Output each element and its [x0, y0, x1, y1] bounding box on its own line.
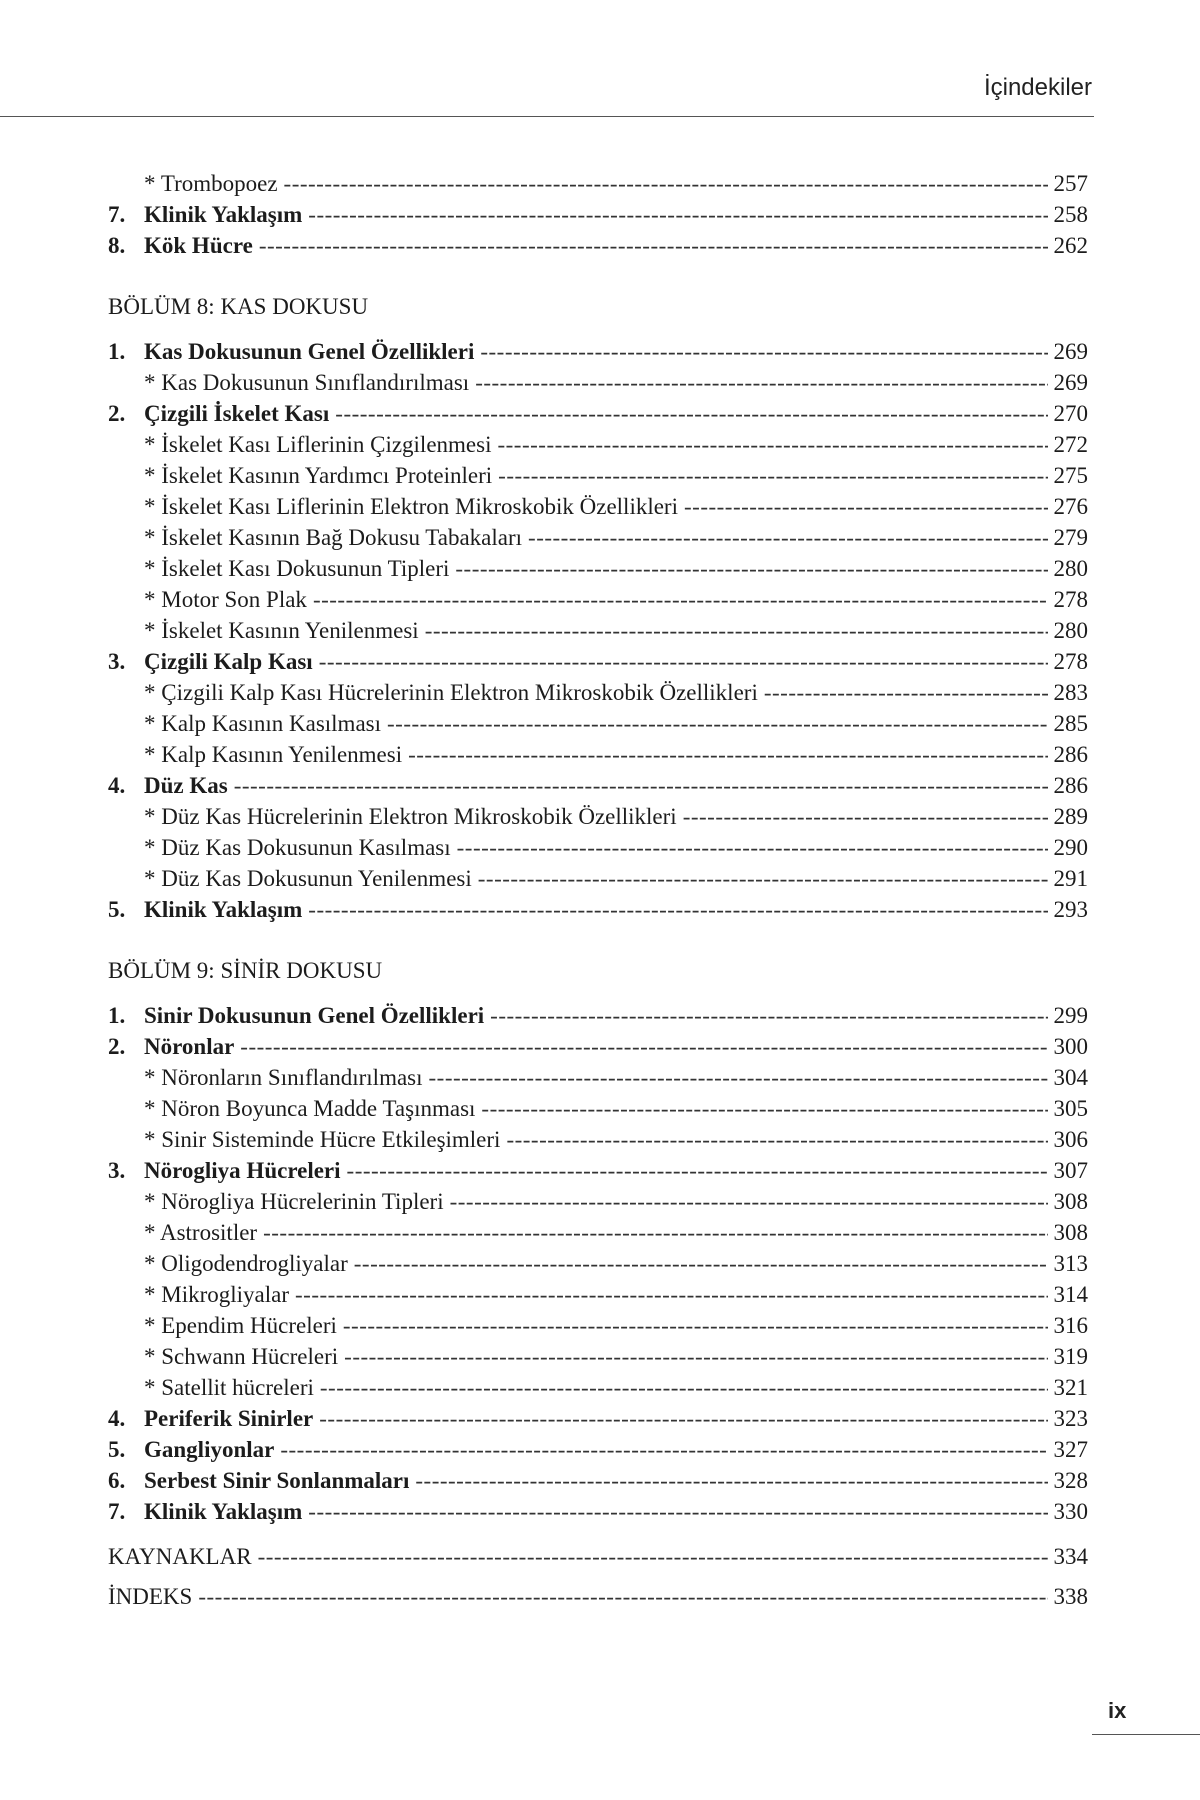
- toc-entry-title: Nöronlar: [144, 1034, 235, 1059]
- toc-entry-title: * Nörogliya Hücrelerinin Tipleri: [144, 1189, 444, 1214]
- toc-entry: [108, 553, 1088, 584]
- toc-entry: [108, 739, 1088, 770]
- toc-entry: [108, 677, 1088, 708]
- toc-entry-page: 286: [1053, 742, 1088, 767]
- toc-entry: [108, 1434, 1088, 1465]
- toc-entry-title: * Motor Son Plak: [144, 587, 307, 612]
- toc-entry-page: 306: [1053, 1127, 1088, 1152]
- toc-entry-page: 286: [1053, 773, 1088, 798]
- toc-entry-page: 300: [1053, 1034, 1088, 1059]
- toc-dot-leader: [319, 646, 1048, 677]
- backmatter-gap: [108, 1527, 1088, 1541]
- toc-entry: [108, 1062, 1088, 1093]
- toc-entry: [108, 230, 1088, 261]
- toc-entry-title: Periferik Sinirler: [144, 1406, 314, 1431]
- toc-entry-title: * İskelet Kası Liflerinin Elektron Mikroskobik Özellikleri: [144, 494, 678, 519]
- toc-dot-leader: [234, 770, 1048, 801]
- toc-entry-title: * Düz Kas Hücrelerinin Elektron Mikroskobik Özellikleri: [144, 804, 677, 829]
- toc-entry: [108, 1541, 1088, 1572]
- toc-entry-page: 289: [1053, 804, 1088, 829]
- toc-entry: [108, 1465, 1088, 1496]
- toc-entry: [108, 168, 1088, 199]
- toc-entry-page: 269: [1053, 339, 1088, 364]
- toc-entry-title: * Oligodendrogliyalar: [144, 1251, 348, 1276]
- toc-dot-leader: [528, 522, 1047, 553]
- toc-entry-title: * Mikrogliyalar: [144, 1282, 289, 1307]
- toc-dot-leader: [240, 1031, 1047, 1062]
- toc-dot-leader: [319, 1403, 1047, 1434]
- toc-entry-number: 3.: [108, 1158, 126, 1183]
- toc-entry-page: 276: [1053, 494, 1088, 519]
- toc-dot-leader: [320, 1372, 1048, 1403]
- toc-entry: [108, 491, 1088, 522]
- toc-entry: [108, 1310, 1088, 1341]
- toc-entry-number: 1.: [108, 1003, 126, 1028]
- toc-dot-leader: [408, 739, 1047, 770]
- toc-entry-page: 269: [1053, 370, 1088, 395]
- toc-entry-page: 330: [1053, 1499, 1088, 1524]
- toc-entry-title: Nörogliya Hücreleri: [144, 1158, 341, 1183]
- running-header-title: İçindekiler: [983, 74, 1092, 101]
- toc-entry-number: 2.: [108, 401, 126, 426]
- toc-entry: [108, 398, 1088, 429]
- toc-dot-leader: [480, 336, 1047, 367]
- toc-entry-page: 308: [1053, 1189, 1088, 1214]
- toc-entry-number: 6.: [108, 1468, 126, 1493]
- toc-entry: [108, 522, 1088, 553]
- chapter-9-entries: [108, 1000, 1088, 1527]
- toc-entry: [108, 584, 1088, 615]
- toc-entry-title: Sinir Dokusunun Genel Özellikleri: [144, 1003, 485, 1028]
- toc-dot-leader: [313, 584, 1048, 615]
- toc-entry-title: * İskelet Kası Liflerinin Çizgilenmesi: [144, 432, 492, 457]
- toc-entry-page: 314: [1053, 1282, 1088, 1307]
- toc-dot-leader: [457, 832, 1048, 863]
- toc-dot-leader: [498, 460, 1047, 491]
- toc-dot-leader: [683, 801, 1048, 832]
- toc-entry-title: * Sinir Sisteminde Hücre Etkileşimleri: [144, 1127, 501, 1152]
- toc-entry: [108, 1000, 1088, 1031]
- toc-entry-title: Klinik Yaklaşım: [144, 202, 303, 227]
- toc-entry-page: 319: [1053, 1344, 1088, 1369]
- toc-entry-page: 275: [1053, 463, 1088, 488]
- toc-entry-page: 327: [1053, 1437, 1088, 1462]
- toc-dot-leader: [478, 863, 1048, 894]
- toc-dot-leader: [506, 1124, 1047, 1155]
- toc-dot-leader: [497, 429, 1047, 460]
- toc-entry-title: * İskelet Kasının Yenilenmesi: [144, 618, 419, 643]
- toc-entry-title: * İskelet Kasının Bağ Dokusu Tabakaları: [144, 525, 523, 550]
- toc-entry-page: 283: [1053, 680, 1088, 705]
- toc-entry: [108, 894, 1088, 925]
- toc-entry-title: * Ependim Hücreleri: [144, 1313, 337, 1338]
- footer-rule: [1092, 1734, 1200, 1735]
- toc-entry: [108, 1341, 1088, 1372]
- toc-entry: [108, 460, 1088, 491]
- toc-entry-title: * Çizgili Kalp Kası Hücrelerinin Elektron Mikroskobik Özellikleri: [144, 680, 758, 705]
- toc-entry-page: 258: [1053, 202, 1088, 227]
- toc-entry-title: Kas Dokusunun Genel Özellikleri: [144, 339, 475, 364]
- toc-entry-page: 272: [1053, 432, 1088, 457]
- toc-dot-leader: [429, 1062, 1048, 1093]
- toc-entry-title: * İskelet Kası Dokusunun Tipleri: [144, 556, 450, 581]
- toc-dot-leader: [387, 708, 1048, 739]
- toc-entry: [108, 1217, 1088, 1248]
- toc-entry-title: KAYNAKLAR: [108, 1544, 252, 1569]
- toc-entry-page: 278: [1053, 587, 1088, 612]
- toc-entry-page: 308: [1053, 1220, 1088, 1245]
- toc-entry-page: 262: [1053, 233, 1088, 258]
- toc-entry-title: * Kalp Kasının Kasılması: [144, 711, 381, 736]
- toc-entry-title: * Düz Kas Dokusunun Kasılması: [144, 835, 451, 860]
- toc-entry-number: 2.: [108, 1034, 126, 1059]
- header-rule: [0, 116, 1094, 117]
- toc-dot-leader: [684, 491, 1048, 522]
- toc-entry: [108, 1496, 1088, 1527]
- toc-entry: [108, 801, 1088, 832]
- toc-entry-page: 305: [1053, 1096, 1088, 1121]
- toc-dot-leader: [280, 1434, 1047, 1465]
- toc-entry-title: * Nöronların Sınıflandırılması: [144, 1065, 423, 1090]
- toc-entry-page: 321: [1053, 1375, 1088, 1400]
- toc-dot-leader: [343, 1310, 1048, 1341]
- toc-entry-page: 280: [1053, 556, 1088, 581]
- toc-entry-number: 8.: [108, 233, 126, 258]
- toc-entry-title: Gangliyonlar: [144, 1437, 275, 1462]
- toc-entry-page: 299: [1053, 1003, 1088, 1028]
- toc-intro-section: [108, 168, 1088, 261]
- toc-entry-number: 5.: [108, 1437, 126, 1462]
- toc-entry-number: 5.: [108, 897, 126, 922]
- chapter-heading-9: BÖLÜM 9: SİNİR DOKUSU: [108, 958, 383, 983]
- toc-dot-leader: [425, 615, 1048, 646]
- toc-dot-leader: [198, 1581, 1047, 1612]
- toc-entry: [108, 832, 1088, 863]
- toc-entry-title: * Astrositler: [144, 1220, 258, 1245]
- toc-entry-title: * Nöron Boyunca Madde Taşınması: [144, 1096, 476, 1121]
- toc-entry: [108, 1403, 1088, 1434]
- toc-entry-page: 285: [1053, 711, 1088, 736]
- toc-entry: [108, 770, 1088, 801]
- toc-entry: [108, 1279, 1088, 1310]
- toc-entry-title: * Trombopoez: [144, 171, 278, 196]
- toc-dot-leader: [259, 230, 1048, 261]
- toc-entry-title: * Kalp Kasının Yenilenmesi: [144, 742, 403, 767]
- toc-entry: [108, 1155, 1088, 1186]
- toc-entry-page: 280: [1053, 618, 1088, 643]
- toc-entry-page: 278: [1053, 649, 1088, 674]
- toc-entry-title: * İskelet Kasının Yardımcı Proteinleri: [144, 463, 493, 488]
- toc-entry-title: * Kas Dokusunun Sınıflandırılması: [144, 370, 470, 395]
- toc-entry-page: 316: [1053, 1313, 1088, 1338]
- toc-entry: [108, 863, 1088, 894]
- toc-dot-leader: [344, 1341, 1047, 1372]
- table-of-contents: [108, 168, 1088, 1612]
- toc-entry-title: Çizgili İskelet Kası: [144, 401, 330, 426]
- toc-entry-number: 7.: [108, 202, 126, 227]
- toc-entry: [108, 336, 1088, 367]
- toc-entry-number: 1.: [108, 339, 126, 364]
- toc-entry: [108, 1186, 1088, 1217]
- toc-entry-page: 257: [1053, 171, 1088, 196]
- toc-entry-page: 313: [1053, 1251, 1088, 1276]
- toc-entry-title: * Satellit hücreleri: [144, 1375, 314, 1400]
- toc-dot-leader: [308, 894, 1047, 925]
- toc-dot-leader: [308, 199, 1047, 230]
- toc-entry: [108, 367, 1088, 398]
- toc-entry-page: 270: [1053, 401, 1088, 426]
- toc-dot-leader: [455, 553, 1047, 584]
- toc-dot-leader: [475, 367, 1047, 398]
- toc-entry: [108, 1372, 1088, 1403]
- toc-entry-number: 4.: [108, 1406, 126, 1431]
- toc-entry-title: * Düz Kas Dokusunun Yenilenmesi: [144, 866, 472, 891]
- toc-entry-page: 290: [1053, 835, 1088, 860]
- toc-entry: [108, 615, 1088, 646]
- toc-entry-title: Kök Hücre: [144, 233, 253, 258]
- toc-entry-title: Serbest Sinir Sonlanmaları: [144, 1468, 410, 1493]
- toc-entry: [108, 1031, 1088, 1062]
- toc-entry-page: 334: [1053, 1544, 1088, 1569]
- toc-dot-leader: [295, 1279, 1048, 1310]
- toc-entry-page: 328: [1053, 1468, 1088, 1493]
- toc-entry-page: 304: [1053, 1065, 1088, 1090]
- toc-dot-leader: [335, 398, 1047, 429]
- toc-entry: [108, 429, 1088, 460]
- toc-dot-leader: [764, 677, 1048, 708]
- toc-entry-title: İNDEKS: [108, 1584, 193, 1609]
- toc-entry-title: Düz Kas: [144, 773, 228, 798]
- toc-dot-leader: [490, 1000, 1047, 1031]
- toc-entry-page: 338: [1053, 1584, 1088, 1609]
- toc-dot-leader: [258, 1541, 1048, 1572]
- toc-entry: [108, 646, 1088, 677]
- chapter-8-entries: [108, 336, 1088, 925]
- toc-entry: [108, 1093, 1088, 1124]
- backmatter-entries: [108, 1541, 1088, 1612]
- toc-dot-leader: [415, 1465, 1047, 1496]
- toc-entry-page: 323: [1053, 1406, 1088, 1431]
- toc-entry-number: 7.: [108, 1499, 126, 1524]
- toc-dot-leader: [450, 1186, 1048, 1217]
- toc-entry: [108, 708, 1088, 739]
- toc-dot-leader: [308, 1496, 1047, 1527]
- page-number: ix: [1108, 1698, 1127, 1723]
- toc-entry-number: 3.: [108, 649, 126, 674]
- toc-dot-leader: [354, 1248, 1048, 1279]
- toc-entry: [108, 1248, 1088, 1279]
- toc-dot-leader: [347, 1155, 1048, 1186]
- toc-entry-page: 307: [1053, 1158, 1088, 1183]
- toc-entry-title: Çizgili Kalp Kası: [144, 649, 313, 674]
- toc-entry-title: * Schwann Hücreleri: [144, 1344, 339, 1369]
- toc-dot-leader: [481, 1093, 1047, 1124]
- chapter-heading-8: BÖLÜM 8: KAS DOKUSU: [108, 294, 369, 319]
- toc-entry-page: 291: [1053, 866, 1088, 891]
- toc-entry-number: 4.: [108, 773, 126, 798]
- toc-entry-page: 279: [1053, 525, 1088, 550]
- toc-entry-page: 293: [1053, 897, 1088, 922]
- toc-entry: [108, 199, 1088, 230]
- toc-entry-title: Klinik Yaklaşım: [144, 1499, 303, 1524]
- toc-entry: [108, 1124, 1088, 1155]
- toc-entry-title: Klinik Yaklaşım: [144, 897, 303, 922]
- toc-entry: [108, 1581, 1088, 1612]
- toc-dot-leader: [284, 168, 1048, 199]
- toc-dot-leader: [263, 1217, 1047, 1248]
